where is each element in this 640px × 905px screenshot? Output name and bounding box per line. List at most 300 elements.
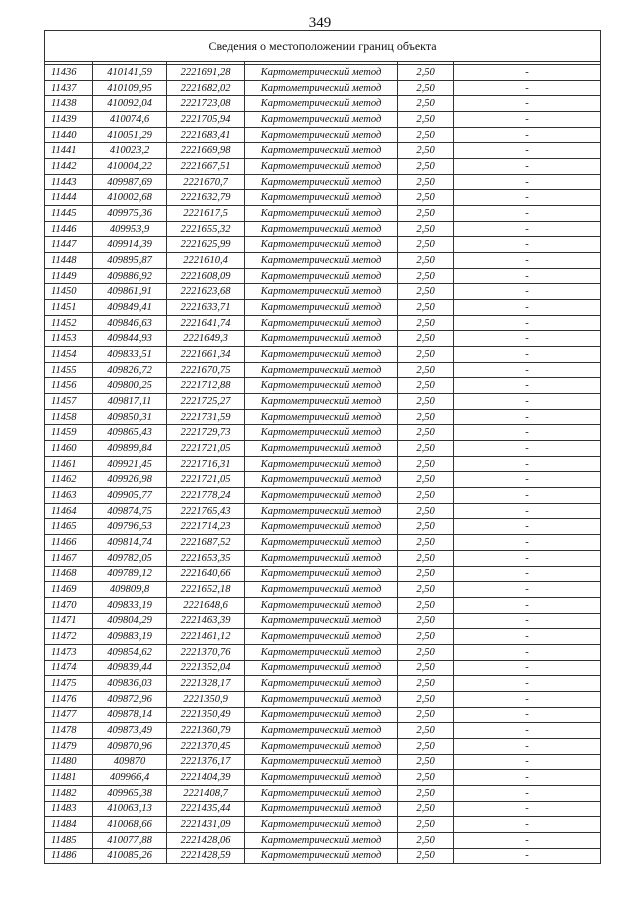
y-coordinate-cell: 2221463,39 bbox=[167, 613, 245, 629]
point-number-cell: 11470 bbox=[45, 597, 93, 613]
method-cell: Картометрический метод bbox=[245, 159, 398, 175]
description-cell: - bbox=[454, 629, 601, 645]
description-cell: - bbox=[454, 315, 601, 331]
point-number-cell: 11472 bbox=[45, 629, 93, 645]
page-number: 349 bbox=[308, 15, 332, 31]
precision-cell: 2,50 bbox=[398, 676, 454, 692]
point-number-cell: 11448 bbox=[45, 253, 93, 269]
point-number-cell: 11461 bbox=[45, 456, 93, 472]
point-number-cell: 11451 bbox=[45, 300, 93, 316]
point-number-cell: 11486 bbox=[45, 848, 93, 864]
point-number-cell: 11465 bbox=[45, 519, 93, 535]
table-row bbox=[45, 754, 601, 770]
precision-cell: 2,50 bbox=[398, 221, 454, 237]
x-coordinate-cell: 410074,6 bbox=[93, 112, 167, 128]
point-number-cell: 11439 bbox=[45, 112, 93, 128]
point-number-cell: 11447 bbox=[45, 237, 93, 253]
description-cell: - bbox=[454, 770, 601, 786]
point-number-cell: 11475 bbox=[45, 676, 93, 692]
table-row bbox=[45, 127, 601, 143]
point-number-cell: 11480 bbox=[45, 754, 93, 770]
point-number-cell: 11450 bbox=[45, 284, 93, 300]
method-cell: Картометрический метод bbox=[245, 441, 398, 457]
method-cell: Картометрический метод bbox=[245, 284, 398, 300]
precision-cell: 2,50 bbox=[398, 347, 454, 363]
table-row bbox=[45, 519, 601, 535]
point-number-cell: 11437 bbox=[45, 80, 93, 96]
method-cell: Картометрический метод bbox=[245, 832, 398, 848]
y-coordinate-cell: 2221712,88 bbox=[167, 378, 245, 394]
table-row bbox=[45, 456, 601, 472]
precision-cell: 2,50 bbox=[398, 190, 454, 206]
precision-cell: 2,50 bbox=[398, 488, 454, 504]
point-number-cell: 11467 bbox=[45, 550, 93, 566]
y-coordinate-cell: 2221670,75 bbox=[167, 362, 245, 378]
x-coordinate-cell: 409899,84 bbox=[93, 441, 167, 457]
point-number-cell: 11484 bbox=[45, 817, 93, 833]
description-cell: - bbox=[454, 707, 601, 723]
x-coordinate-cell: 409886,92 bbox=[93, 268, 167, 284]
precision-cell: 2,50 bbox=[398, 785, 454, 801]
x-coordinate-cell: 410092,04 bbox=[93, 96, 167, 112]
y-coordinate-cell: 2221655,32 bbox=[167, 221, 245, 237]
precision-cell: 2,50 bbox=[398, 112, 454, 128]
precision-cell: 2,50 bbox=[398, 378, 454, 394]
x-coordinate-cell: 409850,31 bbox=[93, 409, 167, 425]
x-coordinate-cell: 409895,87 bbox=[93, 253, 167, 269]
description-cell: - bbox=[454, 159, 601, 175]
y-coordinate-cell: 2221778,24 bbox=[167, 488, 245, 504]
method-cell: Картометрический метод bbox=[245, 770, 398, 786]
description-cell: - bbox=[454, 691, 601, 707]
description-cell: - bbox=[454, 660, 601, 676]
description-cell: - bbox=[454, 488, 601, 504]
table-row bbox=[45, 237, 601, 253]
x-coordinate-cell: 409789,12 bbox=[93, 566, 167, 582]
precision-cell: 2,50 bbox=[398, 441, 454, 457]
x-coordinate-cell: 409833,19 bbox=[93, 597, 167, 613]
y-coordinate-cell: 2221428,59 bbox=[167, 848, 245, 864]
y-coordinate-cell: 2221714,23 bbox=[167, 519, 245, 535]
x-coordinate-cell: 410023,2 bbox=[93, 143, 167, 159]
method-cell: Картометрический метод bbox=[245, 676, 398, 692]
method-cell: Картометрический метод bbox=[245, 174, 398, 190]
y-coordinate-cell: 2221691,28 bbox=[167, 65, 245, 81]
precision-cell: 2,50 bbox=[398, 80, 454, 96]
precision-cell: 2,50 bbox=[398, 754, 454, 770]
description-cell: - bbox=[454, 206, 601, 222]
description-cell: - bbox=[454, 221, 601, 237]
x-coordinate-cell: 409836,03 bbox=[93, 676, 167, 692]
precision-cell: 2,50 bbox=[398, 315, 454, 331]
precision-cell: 2,50 bbox=[398, 848, 454, 864]
table-row bbox=[45, 535, 601, 551]
x-coordinate-cell: 410051,29 bbox=[93, 127, 167, 143]
point-number-cell: 11459 bbox=[45, 425, 93, 441]
method-cell: Картометрический метод bbox=[245, 785, 398, 801]
point-number-cell: 11462 bbox=[45, 472, 93, 488]
x-coordinate-cell: 409833,51 bbox=[93, 347, 167, 363]
method-cell: Картометрический метод bbox=[245, 96, 398, 112]
x-coordinate-cell: 409800,25 bbox=[93, 378, 167, 394]
precision-cell: 2,50 bbox=[398, 832, 454, 848]
y-coordinate-cell: 2221670,7 bbox=[167, 174, 245, 190]
y-coordinate-cell: 2221683,41 bbox=[167, 127, 245, 143]
x-coordinate-cell: 409861,91 bbox=[93, 284, 167, 300]
precision-cell: 2,50 bbox=[398, 582, 454, 598]
method-cell: Картометрический метод bbox=[245, 315, 398, 331]
point-number-cell: 11455 bbox=[45, 362, 93, 378]
x-coordinate-cell: 409826,72 bbox=[93, 362, 167, 378]
y-coordinate-cell: 2221667,51 bbox=[167, 159, 245, 175]
table-title-row bbox=[45, 31, 601, 62]
method-cell: Картометрический метод bbox=[245, 362, 398, 378]
x-coordinate-cell: 409921,45 bbox=[93, 456, 167, 472]
y-coordinate-cell: 2221435,44 bbox=[167, 801, 245, 817]
table-row bbox=[45, 394, 601, 410]
precision-cell: 2,50 bbox=[398, 206, 454, 222]
method-cell: Картометрический метод bbox=[245, 738, 398, 754]
y-coordinate-cell: 2221352,04 bbox=[167, 660, 245, 676]
y-coordinate-cell: 2221404,39 bbox=[167, 770, 245, 786]
precision-cell: 2,50 bbox=[398, 770, 454, 786]
x-coordinate-cell: 410004,22 bbox=[93, 159, 167, 175]
method-cell: Картометрический метод bbox=[245, 378, 398, 394]
point-number-cell: 11482 bbox=[45, 785, 93, 801]
x-coordinate-cell: 409966,4 bbox=[93, 770, 167, 786]
description-cell: - bbox=[454, 80, 601, 96]
y-coordinate-cell: 2221328,17 bbox=[167, 676, 245, 692]
description-cell: - bbox=[454, 425, 601, 441]
point-number-cell: 11449 bbox=[45, 268, 93, 284]
method-cell: Картометрический метод bbox=[245, 660, 398, 676]
table-row bbox=[45, 206, 601, 222]
method-cell: Картометрический метод bbox=[245, 425, 398, 441]
precision-cell: 2,50 bbox=[398, 660, 454, 676]
y-coordinate-cell: 2221370,76 bbox=[167, 644, 245, 660]
description-cell: - bbox=[454, 112, 601, 128]
table-row bbox=[45, 425, 601, 441]
point-number-cell: 11438 bbox=[45, 96, 93, 112]
table-row bbox=[45, 268, 601, 284]
precision-cell: 2,50 bbox=[398, 409, 454, 425]
description-cell: - bbox=[454, 143, 601, 159]
description-cell: - bbox=[454, 268, 601, 284]
y-coordinate-cell: 2221731,59 bbox=[167, 409, 245, 425]
table-row bbox=[45, 832, 601, 848]
x-coordinate-cell: 409870 bbox=[93, 754, 167, 770]
y-coordinate-cell: 2221428,06 bbox=[167, 832, 245, 848]
precision-cell: 2,50 bbox=[398, 284, 454, 300]
method-cell: Картометрический метод bbox=[245, 394, 398, 410]
description-cell: - bbox=[454, 300, 601, 316]
y-coordinate-cell: 2221716,31 bbox=[167, 456, 245, 472]
x-coordinate-cell: 409914,39 bbox=[93, 237, 167, 253]
point-number-cell: 11443 bbox=[45, 174, 93, 190]
precision-cell: 2,50 bbox=[398, 394, 454, 410]
y-coordinate-cell: 2221625,99 bbox=[167, 237, 245, 253]
table-row bbox=[45, 738, 601, 754]
precision-cell: 2,50 bbox=[398, 566, 454, 582]
y-coordinate-cell: 2221408,7 bbox=[167, 785, 245, 801]
precision-cell: 2,50 bbox=[398, 723, 454, 739]
method-cell: Картометрический метод bbox=[245, 456, 398, 472]
method-cell: Картометрический метод bbox=[245, 723, 398, 739]
description-cell: - bbox=[454, 127, 601, 143]
method-cell: Картометрический метод bbox=[245, 127, 398, 143]
description-cell: - bbox=[454, 566, 601, 582]
table-row bbox=[45, 566, 601, 582]
method-cell: Картометрический метод bbox=[245, 268, 398, 284]
y-coordinate-cell: 2221705,94 bbox=[167, 112, 245, 128]
description-cell: - bbox=[454, 785, 601, 801]
x-coordinate-cell: 409874,75 bbox=[93, 503, 167, 519]
method-cell: Картометрический метод bbox=[245, 472, 398, 488]
precision-cell: 2,50 bbox=[398, 738, 454, 754]
x-coordinate-cell: 410085,26 bbox=[93, 848, 167, 864]
table-row bbox=[45, 96, 601, 112]
y-coordinate-cell: 2221721,05 bbox=[167, 472, 245, 488]
precision-cell: 2,50 bbox=[398, 691, 454, 707]
method-cell: Картометрический метод bbox=[245, 550, 398, 566]
table-row bbox=[45, 409, 601, 425]
x-coordinate-cell: 409975,36 bbox=[93, 206, 167, 222]
precision-cell: 2,50 bbox=[398, 331, 454, 347]
table-row bbox=[45, 253, 601, 269]
method-cell: Картометрический метод bbox=[245, 754, 398, 770]
table-row bbox=[45, 143, 601, 159]
table-title: Сведения о местоположении границ объекта bbox=[45, 31, 601, 62]
table-row bbox=[45, 848, 601, 864]
precision-cell: 2,50 bbox=[398, 597, 454, 613]
precision-cell: 2,50 bbox=[398, 456, 454, 472]
point-number-cell: 11485 bbox=[45, 832, 93, 848]
table-row bbox=[45, 65, 601, 81]
x-coordinate-cell: 409846,63 bbox=[93, 315, 167, 331]
x-coordinate-cell: 410109,95 bbox=[93, 80, 167, 96]
precision-cell: 2,50 bbox=[398, 629, 454, 645]
method-cell: Картометрический метод bbox=[245, 347, 398, 363]
description-cell: - bbox=[454, 65, 601, 81]
method-cell: Картометрический метод bbox=[245, 566, 398, 582]
description-cell: - bbox=[454, 362, 601, 378]
point-number-cell: 11479 bbox=[45, 738, 93, 754]
y-coordinate-cell: 2221669,98 bbox=[167, 143, 245, 159]
description-cell: - bbox=[454, 331, 601, 347]
table-row bbox=[45, 691, 601, 707]
method-cell: Картометрический метод bbox=[245, 707, 398, 723]
method-cell: Картометрический метод bbox=[245, 409, 398, 425]
table-row bbox=[45, 80, 601, 96]
point-number-cell: 11456 bbox=[45, 378, 93, 394]
table-row bbox=[45, 550, 601, 566]
method-cell: Картометрический метод bbox=[245, 488, 398, 504]
y-coordinate-cell: 2221370,45 bbox=[167, 738, 245, 754]
x-coordinate-cell: 409872,96 bbox=[93, 691, 167, 707]
description-cell: - bbox=[454, 848, 601, 864]
precision-cell: 2,50 bbox=[398, 503, 454, 519]
x-coordinate-cell: 410068,66 bbox=[93, 817, 167, 833]
description-cell: - bbox=[454, 347, 601, 363]
y-coordinate-cell: 2221360,79 bbox=[167, 723, 245, 739]
x-coordinate-cell: 409873,49 bbox=[93, 723, 167, 739]
y-coordinate-cell: 2221461,12 bbox=[167, 629, 245, 645]
y-coordinate-cell: 2221640,66 bbox=[167, 566, 245, 582]
table-row bbox=[45, 331, 601, 347]
table-body bbox=[45, 65, 601, 864]
x-coordinate-cell: 409809,8 bbox=[93, 582, 167, 598]
description-cell: - bbox=[454, 535, 601, 551]
x-coordinate-cell: 409817,11 bbox=[93, 394, 167, 410]
description-cell: - bbox=[454, 754, 601, 770]
y-coordinate-cell: 2221648,6 bbox=[167, 597, 245, 613]
table-row bbox=[45, 362, 601, 378]
method-cell: Картометрический метод bbox=[245, 613, 398, 629]
description-cell: - bbox=[454, 456, 601, 472]
x-coordinate-cell: 409782,05 bbox=[93, 550, 167, 566]
table-row bbox=[45, 613, 601, 629]
precision-cell: 2,50 bbox=[398, 253, 454, 269]
x-coordinate-cell: 409987,69 bbox=[93, 174, 167, 190]
description-cell: - bbox=[454, 817, 601, 833]
table-row bbox=[45, 300, 601, 316]
method-cell: Картометрический метод bbox=[245, 80, 398, 96]
method-cell: Картометрический метод bbox=[245, 112, 398, 128]
table-row bbox=[45, 284, 601, 300]
point-number-cell: 11444 bbox=[45, 190, 93, 206]
point-number-cell: 11471 bbox=[45, 613, 93, 629]
precision-cell: 2,50 bbox=[398, 65, 454, 81]
table-row bbox=[45, 347, 601, 363]
description-cell: - bbox=[454, 190, 601, 206]
x-coordinate-cell: 409854,62 bbox=[93, 644, 167, 660]
point-number-cell: 11460 bbox=[45, 441, 93, 457]
method-cell: Картометрический метод bbox=[245, 597, 398, 613]
point-number-cell: 11464 bbox=[45, 503, 93, 519]
method-cell: Картометрический метод bbox=[245, 691, 398, 707]
precision-cell: 2,50 bbox=[398, 535, 454, 551]
y-coordinate-cell: 2221641,74 bbox=[167, 315, 245, 331]
description-cell: - bbox=[454, 676, 601, 692]
description-cell: - bbox=[454, 550, 601, 566]
y-coordinate-cell: 2221725,27 bbox=[167, 394, 245, 410]
point-number-cell: 11436 bbox=[45, 65, 93, 81]
precision-cell: 2,50 bbox=[398, 143, 454, 159]
x-coordinate-cell: 409865,43 bbox=[93, 425, 167, 441]
precision-cell: 2,50 bbox=[398, 159, 454, 175]
precision-cell: 2,50 bbox=[398, 362, 454, 378]
table-row bbox=[45, 315, 601, 331]
point-number-cell: 11466 bbox=[45, 535, 93, 551]
description-cell: - bbox=[454, 723, 601, 739]
description-cell: - bbox=[454, 832, 601, 848]
x-coordinate-cell: 409926,98 bbox=[93, 472, 167, 488]
point-number-cell: 11476 bbox=[45, 691, 93, 707]
method-cell: Картометрический метод bbox=[245, 237, 398, 253]
y-coordinate-cell: 2221633,71 bbox=[167, 300, 245, 316]
table-row bbox=[45, 801, 601, 817]
method-cell: Картометрический метод bbox=[245, 535, 398, 551]
y-coordinate-cell: 2221617,5 bbox=[167, 206, 245, 222]
precision-cell: 2,50 bbox=[398, 817, 454, 833]
y-coordinate-cell: 2221608,09 bbox=[167, 268, 245, 284]
precision-cell: 2,50 bbox=[398, 613, 454, 629]
method-cell: Картометрический метод bbox=[245, 65, 398, 81]
method-cell: Картометрический метод bbox=[245, 331, 398, 347]
y-coordinate-cell: 2221652,18 bbox=[167, 582, 245, 598]
method-cell: Картометрический метод bbox=[245, 629, 398, 645]
x-coordinate-cell: 409965,38 bbox=[93, 785, 167, 801]
y-coordinate-cell: 2221661,34 bbox=[167, 347, 245, 363]
description-cell: - bbox=[454, 582, 601, 598]
precision-cell: 2,50 bbox=[398, 127, 454, 143]
y-coordinate-cell: 2221350,9 bbox=[167, 691, 245, 707]
y-coordinate-cell: 2221765,43 bbox=[167, 503, 245, 519]
x-coordinate-cell: 409905,77 bbox=[93, 488, 167, 504]
description-cell: - bbox=[454, 378, 601, 394]
description-cell: - bbox=[454, 237, 601, 253]
point-number-cell: 11452 bbox=[45, 315, 93, 331]
table-row bbox=[45, 707, 601, 723]
precision-cell: 2,50 bbox=[398, 644, 454, 660]
precision-cell: 2,50 bbox=[398, 96, 454, 112]
method-cell: Картометрический метод bbox=[245, 190, 398, 206]
point-number-cell: 11457 bbox=[45, 394, 93, 410]
point-number-cell: 11446 bbox=[45, 221, 93, 237]
point-number-cell: 11473 bbox=[45, 644, 93, 660]
table-row bbox=[45, 221, 601, 237]
table-row bbox=[45, 660, 601, 676]
description-cell: - bbox=[454, 174, 601, 190]
table-row bbox=[45, 112, 601, 128]
y-coordinate-cell: 2221632,79 bbox=[167, 190, 245, 206]
table-row bbox=[45, 159, 601, 175]
description-cell: - bbox=[454, 472, 601, 488]
x-coordinate-cell: 409878,14 bbox=[93, 707, 167, 723]
x-coordinate-cell: 409953,9 bbox=[93, 221, 167, 237]
point-number-cell: 11458 bbox=[45, 409, 93, 425]
y-coordinate-cell: 2221723,08 bbox=[167, 96, 245, 112]
table-row bbox=[45, 785, 601, 801]
table-row bbox=[45, 174, 601, 190]
description-cell: - bbox=[454, 441, 601, 457]
point-number-cell: 11477 bbox=[45, 707, 93, 723]
method-cell: Картометрический метод bbox=[245, 644, 398, 660]
method-cell: Картометрический метод bbox=[245, 300, 398, 316]
x-coordinate-cell: 409849,41 bbox=[93, 300, 167, 316]
y-coordinate-cell: 2221729,73 bbox=[167, 425, 245, 441]
method-cell: Картометрический метод bbox=[245, 221, 398, 237]
precision-cell: 2,50 bbox=[398, 472, 454, 488]
table-row bbox=[45, 503, 601, 519]
x-coordinate-cell: 409796,53 bbox=[93, 519, 167, 535]
y-coordinate-cell: 2221376,17 bbox=[167, 754, 245, 770]
table-row bbox=[45, 676, 601, 692]
description-cell: - bbox=[454, 253, 601, 269]
point-number-cell: 11483 bbox=[45, 801, 93, 817]
table-row bbox=[45, 488, 601, 504]
boundary-table bbox=[44, 30, 601, 864]
description-cell: - bbox=[454, 801, 601, 817]
precision-cell: 2,50 bbox=[398, 707, 454, 723]
table-row bbox=[45, 770, 601, 786]
table-row bbox=[45, 723, 601, 739]
y-coordinate-cell: 2221682,02 bbox=[167, 80, 245, 96]
x-coordinate-cell: 409883,19 bbox=[93, 629, 167, 645]
description-cell: - bbox=[454, 519, 601, 535]
point-number-cell: 11442 bbox=[45, 159, 93, 175]
table-row bbox=[45, 629, 601, 645]
